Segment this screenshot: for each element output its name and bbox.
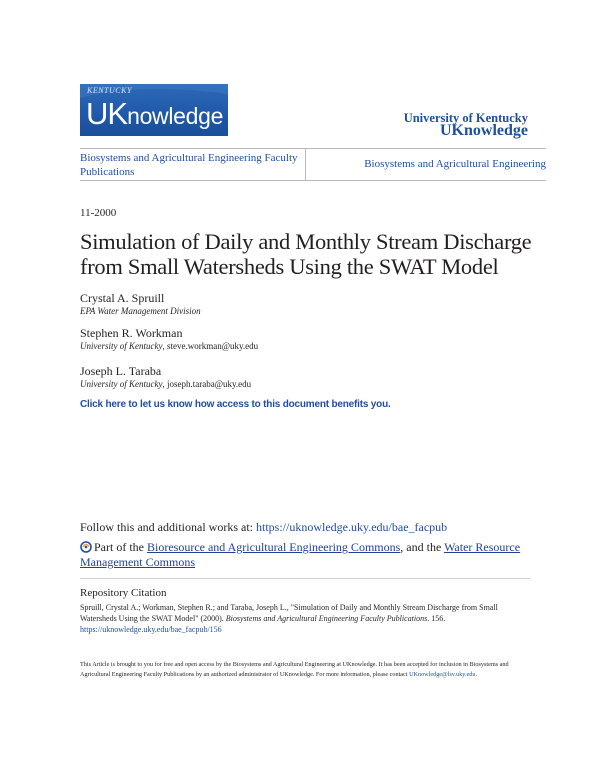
header-rule-top: [80, 148, 546, 149]
author-affiliation: EPA Water Management Division: [80, 306, 201, 316]
uknowledge-logo[interactable]: [80, 84, 228, 136]
citation-rule: [80, 578, 530, 579]
follow-url-link[interactable]: https://uknowledge.uky.edu/bae_facpub: [256, 520, 448, 534]
logo-kentucky-text: KENTUCKY: [87, 86, 132, 95]
citation-text: Spruill, Crystal A.; Workman, Stephen R.; and Taraba, Joseph L., "Simulation of Daily and Monthly Stream Discharge from Small Watersheds Using the SWAT Model" (2000). Biosystems and Agricultural Engineering Faculty Publications. 156. https://uknowledge.uky.edu/bae_facpub/156: [80, 603, 498, 634]
header-rule-bottom: [80, 180, 546, 181]
header-divider: [305, 149, 306, 180]
series-link[interactable]: Biosystems and Agricultural Engineering Faculty Publications: [80, 152, 298, 178]
author-name: Crystal A. Spruill: [80, 291, 165, 305]
feedback-link[interactable]: Click here to let us know how access to this document benefits you.: [80, 399, 391, 410]
open-access-icon: [80, 541, 92, 553]
publication-date: 11-2000: [80, 207, 117, 219]
author-affiliation: University of Kentucky, joseph.taraba@uky.edu: [80, 379, 252, 389]
author-name: Stephen R. Workman: [80, 326, 183, 340]
part-of-line: Part of the Bioresource and Agricultural Engineering Commons, and the Water Resource Management Commons: [80, 540, 521, 569]
water-resource-commons-link[interactable]: Water Resource Management Commons: [80, 540, 521, 569]
logo-wordmark: UKnowledge: [86, 96, 224, 131]
citation-url-link[interactable]: https://uknowledge.uky.edu/bae_facpub/156: [80, 625, 222, 634]
repository-name[interactable]: UKnowledge: [440, 122, 528, 139]
follow-line: Follow this and additional works at: https://uknowledge.uky.edu/bae_facpub: [80, 520, 448, 534]
university-name[interactable]: University of Kentucky: [403, 111, 528, 125]
author-name: Joseph L. Taraba: [80, 364, 162, 378]
document-title: Simulation of Daily and Monthly Stream Discharge from Small Watersheds Using the SWAT Model: [80, 229, 532, 279]
contact-email-link[interactable]: UKnowledge@lsv.uky.edu: [409, 670, 476, 678]
footer-notice: This Article is brought to you for free and open access by the Biosystems and Agricultural Engineering at UKnowledge. It has been accepted for inclusion in Biosystems and Agricultural Engineering Faculty Publications by an authorized administrator of UKnowledge. For more information, please contact UKnowledge@lsv.uky.edu.: [80, 661, 509, 678]
citation-heading: Repository Citation: [80, 587, 167, 599]
department-link[interactable]: Biosystems and Agricultural Engineering: [364, 158, 546, 170]
author-affiliation: University of Kentucky, steve.workman@uky.edu: [80, 341, 259, 351]
bioresource-commons-link[interactable]: Bioresource and Agricultural Engineering Commons: [147, 540, 401, 554]
